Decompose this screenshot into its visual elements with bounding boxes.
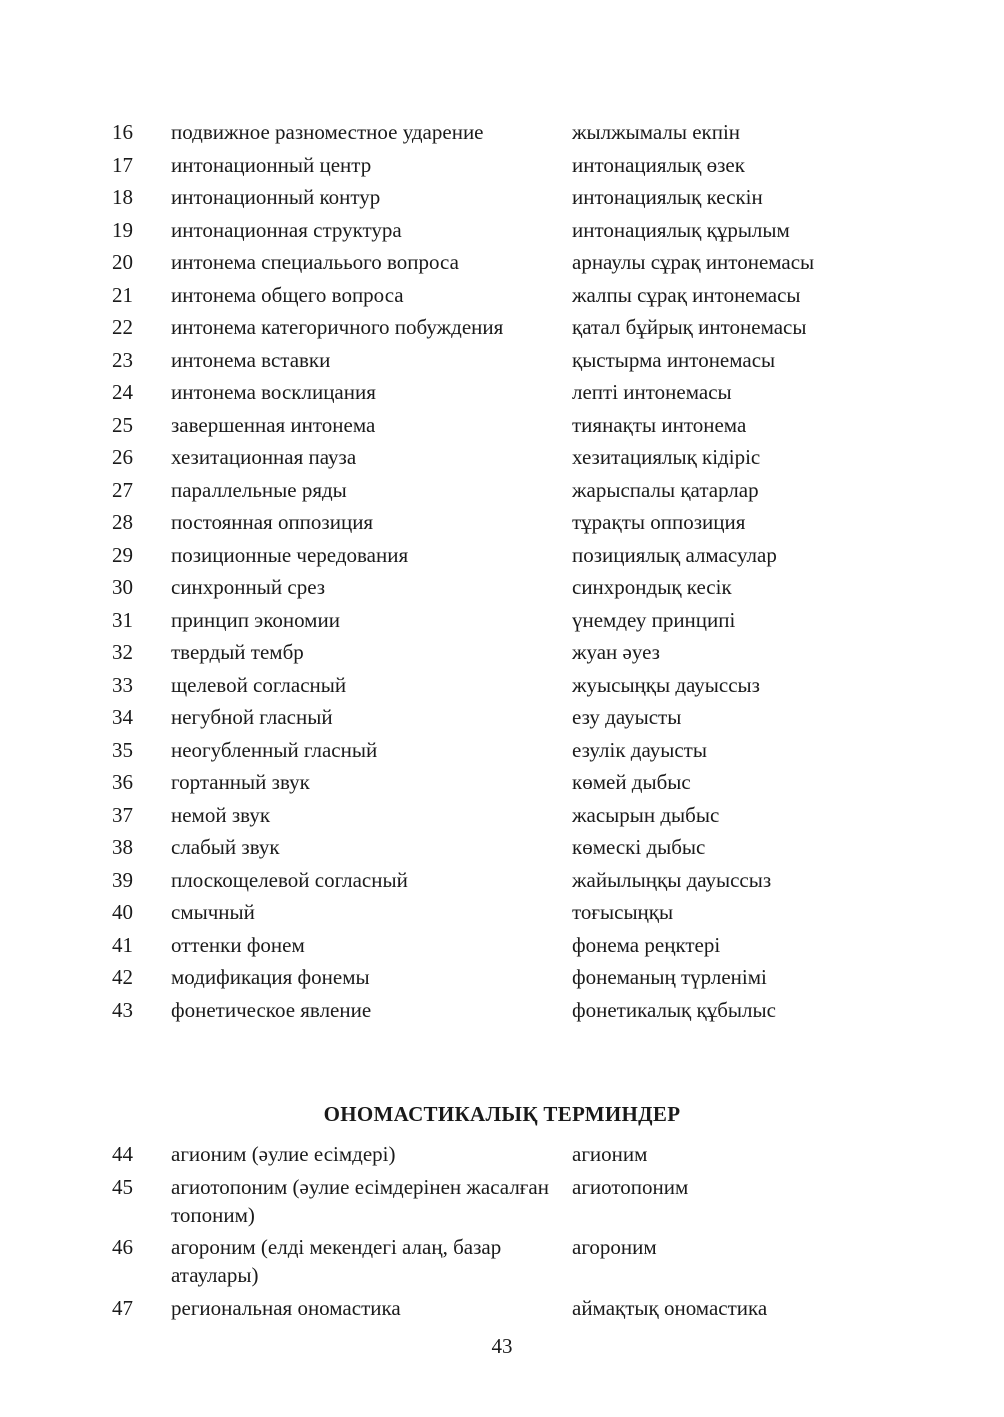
table-row [112, 638, 912, 666]
term-kazakh: көмей дыбыс [572, 770, 691, 794]
table-row [112, 183, 912, 211]
term-kazakh: тұрақты оппозиция [572, 510, 746, 534]
table-row [112, 833, 912, 861]
term-number: 40 [112, 900, 133, 924]
term-number: 42 [112, 965, 133, 989]
table-row [112, 118, 912, 146]
term-number: 20 [112, 250, 133, 274]
term-number: 47 [112, 1295, 133, 1320]
term-russian: смычный [171, 900, 255, 924]
term-russian: синхронный срез [171, 575, 326, 599]
term-number: 31 [112, 607, 133, 632]
term-number: 17 [112, 152, 133, 177]
term-number: 26 [112, 445, 133, 469]
term-russian: интонационный центр [171, 152, 372, 177]
term-kazakh: интонациялық кескін [572, 185, 763, 209]
term-kazakh: лепті интонемасы [572, 380, 732, 404]
term-kazakh: қыстырма интонемасы [572, 347, 776, 372]
term-kazakh: қатал бұйрық интонемасы [572, 315, 807, 339]
term-russian: агороним (елді мекендегі алаң, базар атаулары) [171, 1235, 502, 1287]
table-row [112, 248, 912, 276]
table-row [112, 1294, 912, 1322]
term-russian: слабый звук [171, 835, 280, 859]
term-number: 16 [112, 120, 133, 144]
term-number: 34 [112, 705, 133, 729]
term-number: 39 [112, 867, 133, 892]
term-russian: интонема категоричного побуждения [171, 315, 504, 339]
term-kazakh: агороним [572, 1235, 657, 1259]
term-kazakh: езулік дауысты [572, 737, 707, 762]
table-row [112, 1173, 912, 1229]
term-kazakh: фонема реңктері [572, 932, 721, 957]
term-number: 35 [112, 737, 133, 762]
term-kazakh: агиотопоним [572, 1174, 689, 1199]
term-kazakh: хезитациялық кідіріс [572, 445, 761, 469]
term-number: 37 [112, 802, 133, 827]
term-russian: интонема вставки [171, 347, 331, 372]
term-number: 32 [112, 640, 133, 664]
page-number: 43 [491, 1334, 513, 1358]
term-russian: интонационная структура [171, 217, 402, 242]
term-russian: негубной гласный [171, 705, 333, 729]
table-row [112, 151, 912, 179]
term-russian: постоянная оппозиция [171, 510, 374, 534]
term-kazakh: позициялық алмасулар [572, 542, 777, 567]
term-kazakh: интонациялық құрылым [572, 217, 790, 242]
term-kazakh: езу дауысты [572, 705, 682, 729]
term-number: 21 [112, 282, 133, 307]
term-number: 30 [112, 575, 133, 599]
term-russian: интонема общего вопроса [171, 282, 404, 307]
term-number: 46 [112, 1235, 133, 1259]
table-row [112, 931, 912, 959]
term-russian: региональная ономастика [171, 1295, 401, 1320]
table-row [112, 963, 912, 991]
term-russian: принцип экономии [171, 607, 340, 632]
table-row [112, 541, 912, 569]
table-row [112, 1233, 912, 1289]
term-russian: подвижное разноместное ударение [171, 120, 484, 144]
term-number: 19 [112, 217, 133, 242]
term-kazakh: жайылыңқы дауыссыз [572, 867, 772, 892]
term-kazakh: тиянақты интонема [572, 412, 747, 437]
term-russian: оттенки фонем [171, 932, 305, 957]
term-russian: агионим (әулие есімдері) [171, 1142, 396, 1166]
term-number: 27 [112, 477, 133, 502]
term-russian: немой звук [171, 802, 271, 827]
term-kazakh: синхрондық кесік [572, 575, 732, 599]
term-number: 29 [112, 542, 133, 567]
table-row [112, 573, 912, 601]
term-number: 24 [112, 380, 133, 404]
term-number: 18 [112, 185, 133, 209]
table-row [112, 671, 912, 699]
term-kazakh: аймақтық ономастика [572, 1295, 768, 1320]
term-number: 44 [112, 1142, 133, 1166]
terms-list-phonetic [112, 118, 912, 1028]
table-row [112, 996, 912, 1024]
term-russian: плоскощелевой согласный [171, 867, 408, 892]
table-row [112, 736, 912, 764]
table-row [112, 508, 912, 536]
table-row [112, 313, 912, 341]
table-row [112, 866, 912, 894]
term-kazakh: тоғысыңқы [572, 900, 674, 924]
term-russian: щелевой согласный [171, 672, 347, 697]
term-russian: твердый тембр [171, 640, 304, 664]
term-russian: завершенная интонема [171, 412, 376, 437]
term-kazakh: үнемдеу принципі [572, 607, 736, 632]
term-number: 45 [112, 1174, 133, 1199]
table-row [112, 411, 912, 439]
table-row [112, 476, 912, 504]
table-row [112, 801, 912, 829]
term-kazakh: агионим [572, 1142, 648, 1166]
term-russian: гортанный звук [171, 770, 310, 794]
table-row [112, 703, 912, 731]
term-russian: модификация фонемы [171, 965, 370, 989]
table-row [112, 606, 912, 634]
term-number: 28 [112, 510, 133, 534]
term-russian: интонационный контур [171, 185, 381, 209]
term-number: 36 [112, 770, 133, 794]
section-heading: ОНОМАСТИКАЛЫҚ ТЕРМИНДЕР [323, 1102, 681, 1126]
term-kazakh: арнаулы сұрақ интонемасы [572, 250, 815, 274]
term-number: 41 [112, 932, 133, 957]
table-row [112, 346, 912, 374]
term-kazakh: жасырын дыбыс [572, 802, 720, 827]
term-kazakh: жылжымалы екпін [572, 120, 741, 144]
term-number: 43 [112, 997, 133, 1022]
table-row [112, 216, 912, 244]
term-kazakh: интонациялық өзек [572, 152, 745, 177]
term-number: 25 [112, 412, 133, 437]
term-russian: интонема восклицания [171, 380, 376, 404]
term-kazakh: жуан әуез [572, 640, 660, 664]
table-row [112, 443, 912, 471]
term-number: 22 [112, 315, 133, 339]
term-russian: позиционные чередования [171, 542, 409, 567]
table-row [112, 768, 912, 796]
term-kazakh: фонетикалық құбылыс [572, 997, 776, 1022]
term-kazakh: жалпы сұрақ интонемасы [572, 282, 801, 307]
table-row [112, 1140, 912, 1168]
term-number: 33 [112, 672, 133, 697]
term-russian: неогубленный гласный [171, 737, 378, 762]
term-kazakh: жарыспалы қатарлар [572, 477, 759, 502]
term-number: 23 [112, 347, 133, 372]
term-russian: интонема специальього вопроса [171, 250, 459, 274]
term-russian: хезитационная пауза [171, 445, 357, 469]
term-russian: фонетическое явление [171, 997, 372, 1022]
term-russian: агиотопоним (әулие есімдерінен жасалған топоним) [171, 1174, 549, 1227]
table-row [112, 378, 912, 406]
term-kazakh: фонеманың түрленімі [572, 965, 767, 989]
term-russian: параллельные ряды [171, 477, 347, 502]
table-row [112, 898, 912, 926]
term-number: 38 [112, 835, 133, 859]
term-kazakh: жуысыңқы дауыссыз [572, 672, 760, 697]
term-kazakh: көмескі дыбыс [572, 835, 706, 859]
table-row [112, 281, 912, 309]
terms-list-onomastic [112, 1140, 912, 1326]
